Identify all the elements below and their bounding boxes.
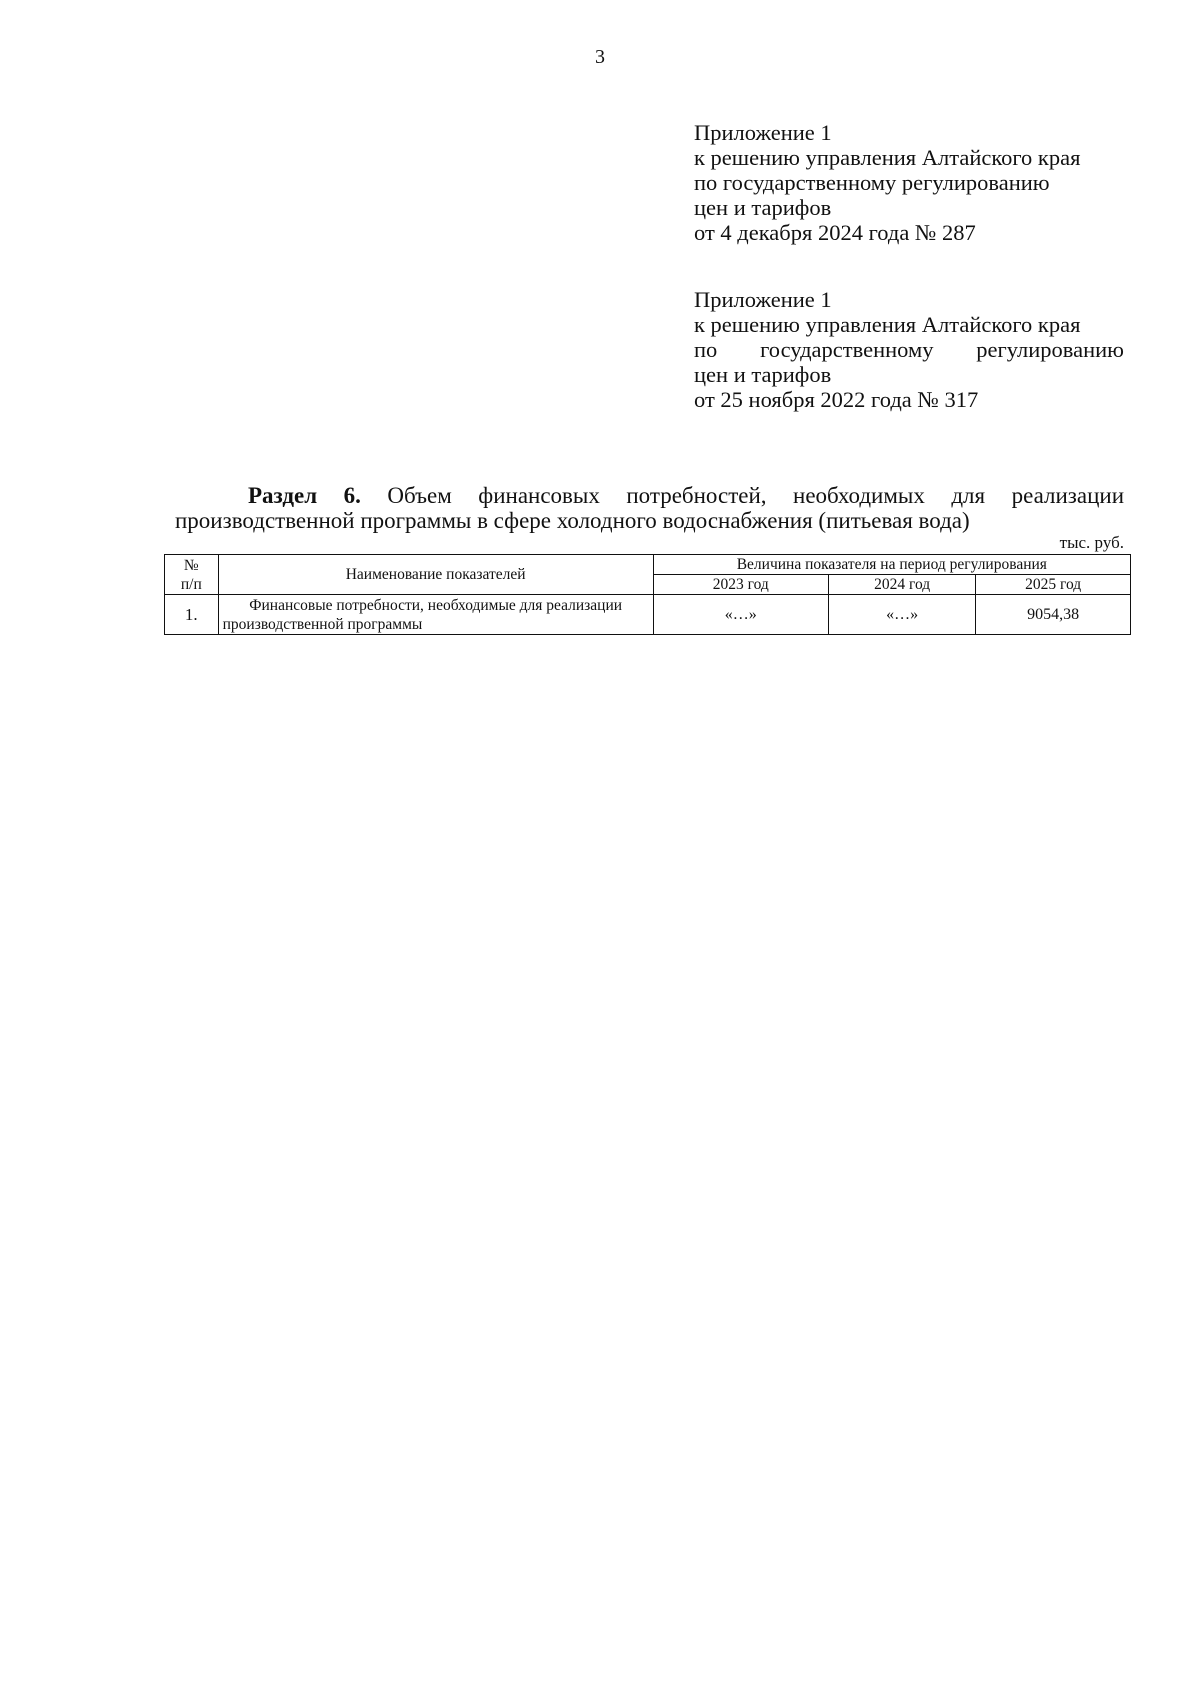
header-num-cell <box>165 555 219 595</box>
header-year-2025: 2025 год <box>976 575 1131 595</box>
header-year-2023: 2023 год <box>653 575 828 595</box>
row-num-cell: 1. <box>165 595 219 635</box>
section-heading-line1 <box>175 483 1124 508</box>
row-value-2025: 9054,38 <box>976 595 1131 635</box>
row-value-2023: «…» <box>653 595 828 635</box>
row-name-cell: Финансовые потребности, необходимые для реализации производственной программы <box>218 595 653 635</box>
units-label: тыс. руб. <box>1059 533 1124 552</box>
section-title-text1: Объем финансовых потребностей, необходимых для реализации <box>387 483 1125 508</box>
appendix-current-title: Приложение 1 <box>694 120 832 145</box>
appendix-current-line4: от 4 декабря 2024 года № 287 <box>694 220 976 245</box>
row-value-2024: «…» <box>828 595 975 635</box>
appendix-previous-block <box>694 287 1124 412</box>
financial-needs-table <box>164 554 1131 635</box>
table-header-row <box>165 555 1131 575</box>
section-title-text2: производственной программы в сфере холодного водоснабжения (питьевая вода) <box>175 508 970 533</box>
section-label: Раздел 6. <box>248 483 361 508</box>
page-number: 3 <box>595 46 605 68</box>
section-heading <box>175 483 1124 533</box>
header-num-line1: № <box>183 556 199 574</box>
appendix-previous-line3: цен и тарифов <box>694 362 832 387</box>
appendix-current-line2: по государственному регулированию <box>694 170 1050 195</box>
appendix-previous-line1: к решению управления Алтайского края <box>694 312 1081 337</box>
appendix-previous-line2: по государственному регулированию <box>694 337 1124 362</box>
header-name-cell: Наименование показателей <box>218 555 653 595</box>
appendix-current-line3: цен и тарифов <box>694 195 832 220</box>
header-year-2024: 2024 год <box>828 575 975 595</box>
appendix-current-block <box>694 120 1124 245</box>
table-row <box>165 595 1131 635</box>
appendix-current-line1: к решению управления Алтайского края <box>694 145 1081 170</box>
header-period-cell: Величина показателя на период регулирования <box>653 555 1130 575</box>
header-num-line2: п/п <box>180 575 202 593</box>
appendix-previous-title: Приложение 1 <box>694 287 832 312</box>
appendix-previous-line4: от 25 ноября 2022 года № 317 <box>694 387 979 412</box>
